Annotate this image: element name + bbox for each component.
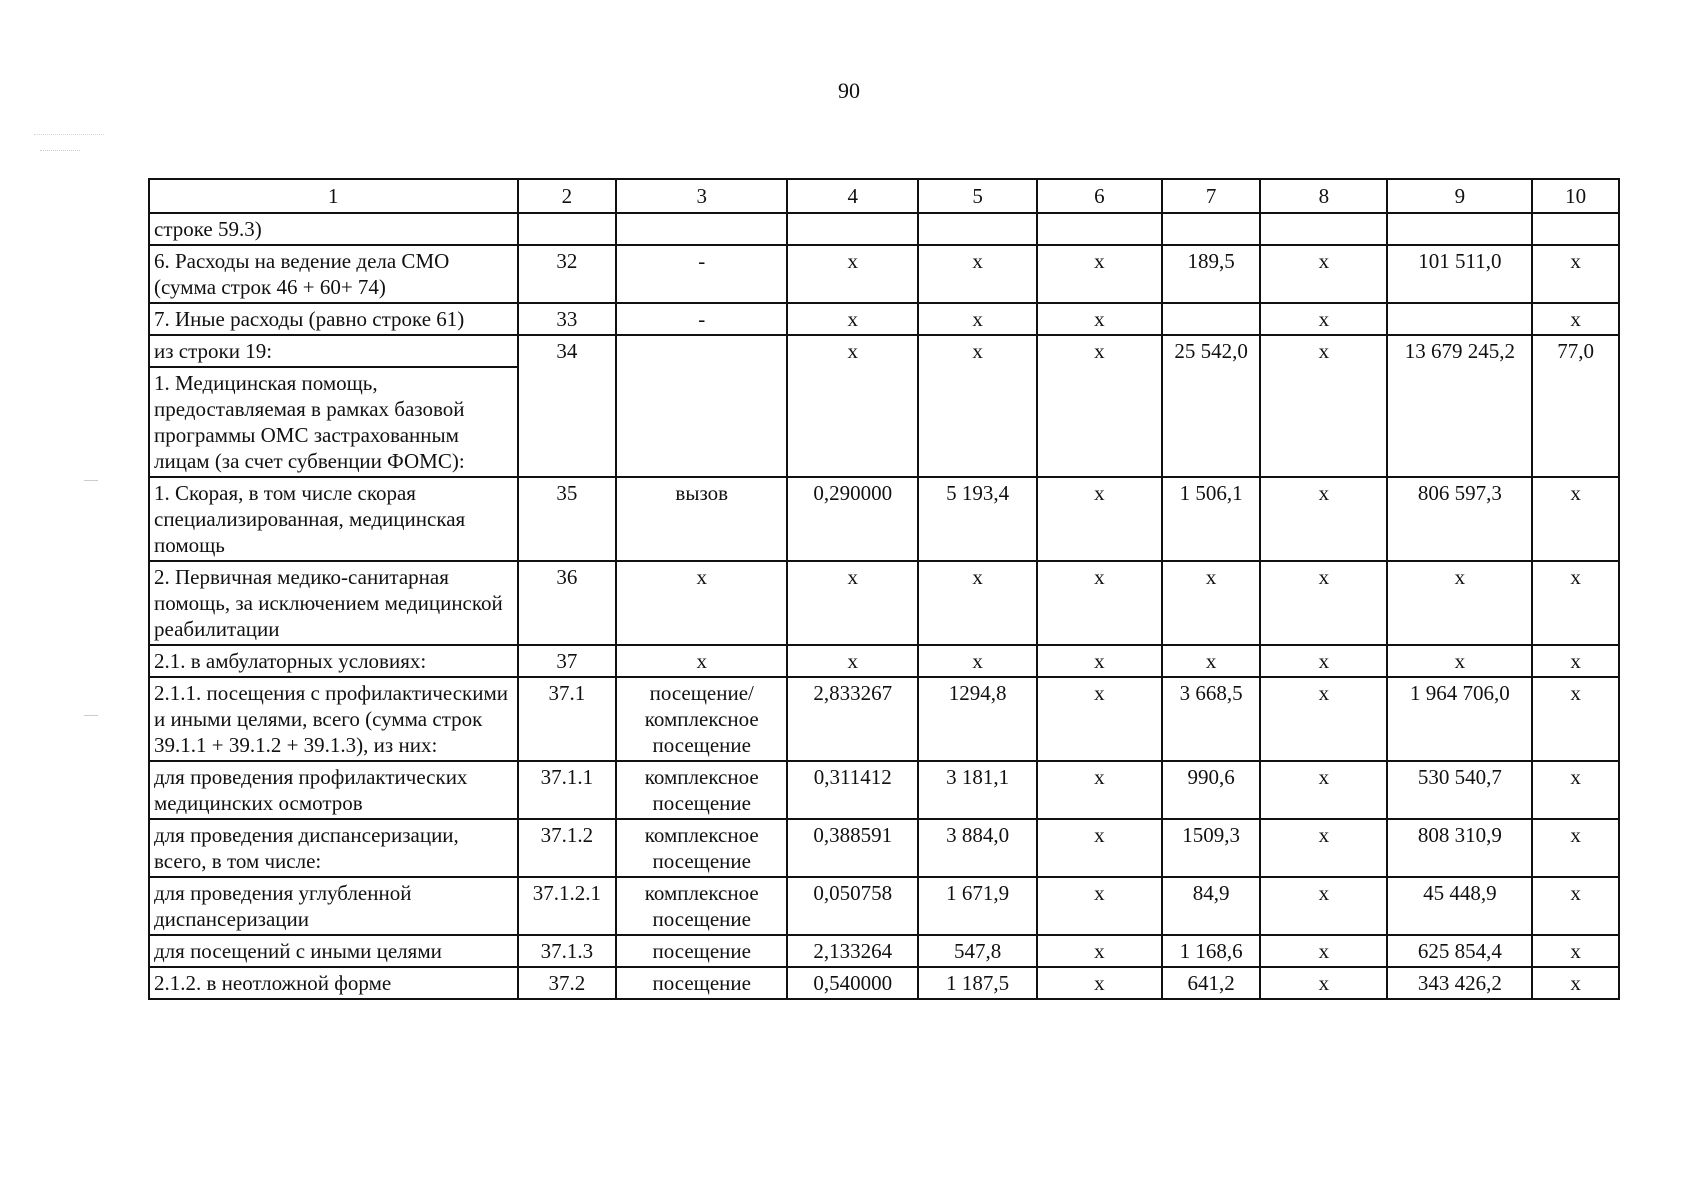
cell: х [787, 561, 918, 645]
cell: х [1037, 935, 1162, 967]
table-row [149, 877, 1619, 935]
row-name: 1. Медицинская помощь, предоставляемая в рамках базовой программы ОМС застрахованным лицам (за счет субвенции ФОМС): [149, 367, 518, 477]
cell: 806 597,3 [1387, 477, 1532, 561]
cell: х [1260, 477, 1387, 561]
cell: 37.1.3 [518, 935, 617, 967]
cell: х [1532, 819, 1619, 877]
page-number: 90 [838, 78, 860, 103]
cell: х [1260, 335, 1387, 477]
cell: х [1037, 645, 1162, 677]
cell: х [1162, 561, 1261, 645]
cell: х [787, 245, 918, 303]
cell: 1509,3 [1162, 819, 1261, 877]
cell: х [1260, 967, 1387, 999]
cell: х [787, 303, 918, 335]
row-name: для проведения диспансеризации, всего, в том числе: [149, 819, 518, 877]
cell: х [1387, 561, 1532, 645]
cell: х [1532, 245, 1619, 303]
header-cell: 4 [787, 179, 918, 213]
cell: 2,833267 [787, 677, 918, 761]
cell: 37.2 [518, 967, 617, 999]
cell: 530 540,7 [1387, 761, 1532, 819]
cell [1387, 213, 1532, 245]
cell: 84,9 [1162, 877, 1261, 935]
cell: х [1260, 561, 1387, 645]
cell: х [918, 245, 1037, 303]
cell: х [787, 645, 918, 677]
cell: посещение [616, 967, 787, 999]
cell [1037, 213, 1162, 245]
cell: х [1532, 877, 1619, 935]
cell: посещение/ комплексное посещение [616, 677, 787, 761]
table-row [149, 761, 1619, 819]
cell [518, 213, 617, 245]
cell: х [1260, 935, 1387, 967]
cell: х [1387, 645, 1532, 677]
cell: х [1532, 677, 1619, 761]
cell: 34 [518, 335, 617, 477]
cell: х [616, 561, 787, 645]
cell: 5 193,4 [918, 477, 1037, 561]
cell: х [1162, 645, 1261, 677]
cell: х [1037, 677, 1162, 761]
cell: 990,6 [1162, 761, 1261, 819]
cell: 0,050758 [787, 877, 918, 935]
cell: 641,2 [1162, 967, 1261, 999]
header-cell: 10 [1532, 179, 1619, 213]
cell: 1 187,5 [918, 967, 1037, 999]
cell: комплексное посещение [616, 877, 787, 935]
row-name: 2.1.2. в неотложной форме [149, 967, 518, 999]
cell: 625 854,4 [1387, 935, 1532, 967]
scan-speck [84, 715, 98, 717]
table-row [149, 213, 1619, 245]
cell: х [1037, 477, 1162, 561]
table-row [149, 645, 1619, 677]
cell: комплексное посещение [616, 819, 787, 877]
cell: - [616, 245, 787, 303]
header-cell: 1 [149, 179, 518, 213]
cell: 77,0 [1532, 335, 1619, 477]
cell: 1 671,9 [918, 877, 1037, 935]
cell: 808 310,9 [1387, 819, 1532, 877]
table-row [149, 819, 1619, 877]
cell: 25 542,0 [1162, 335, 1261, 477]
header-cell: 7 [1162, 179, 1261, 213]
row-name: 2. Первичная медико-санитарная помощь, за исключением медицинской реабилитации [149, 561, 518, 645]
cell: х [1037, 561, 1162, 645]
cell: 547,8 [918, 935, 1037, 967]
cell [1162, 213, 1261, 245]
row-name: из строки 19: [149, 335, 518, 367]
cell [616, 335, 787, 477]
cell [1162, 303, 1261, 335]
scan-speck [40, 150, 80, 152]
cell: посещение [616, 935, 787, 967]
table-row [149, 477, 1619, 561]
cell: х [1532, 561, 1619, 645]
row-name: 1. Скорая, в том числе скорая специализированная, медицинская помощь [149, 477, 518, 561]
cell: х [1037, 761, 1162, 819]
table-row [149, 935, 1619, 967]
cell: 45 448,9 [1387, 877, 1532, 935]
cell: х [1532, 935, 1619, 967]
cell: 37.1 [518, 677, 617, 761]
row-name: для проведения углубленной диспансеризации [149, 877, 518, 935]
cell: вызов [616, 477, 787, 561]
scan-speck [34, 134, 104, 149]
cell: 2,133264 [787, 935, 918, 967]
cell: х [787, 335, 918, 477]
cell: 35 [518, 477, 617, 561]
cell: 0,540000 [787, 967, 918, 999]
cell: 1294,8 [918, 677, 1037, 761]
header-cell: 8 [1260, 179, 1387, 213]
cell [1387, 303, 1532, 335]
cell: х [1037, 335, 1162, 477]
table-row [149, 677, 1619, 761]
row-name: 6. Расходы на ведение дела СМО (сумма строк 46 + 60+ 74) [149, 245, 518, 303]
cell: 3 181,1 [918, 761, 1037, 819]
cell: х [1260, 877, 1387, 935]
cell: комплексное посещение [616, 761, 787, 819]
cell: 3 668,5 [1162, 677, 1261, 761]
cell: х [1532, 645, 1619, 677]
table-row [149, 303, 1619, 335]
cell: 33 [518, 303, 617, 335]
row-name: для посещений с иными целями [149, 935, 518, 967]
cell: х [1260, 303, 1387, 335]
cell: х [1037, 877, 1162, 935]
cell: 32 [518, 245, 617, 303]
cell [787, 213, 918, 245]
header-cell: 9 [1387, 179, 1532, 213]
cell: - [616, 303, 787, 335]
header-cell: 5 [918, 179, 1037, 213]
table-row [149, 561, 1619, 645]
cell: х [1260, 761, 1387, 819]
cell: 189,5 [1162, 245, 1261, 303]
cell: 37.1.2 [518, 819, 617, 877]
cell: 37.1.2.1 [518, 877, 617, 935]
cell [616, 213, 787, 245]
cell: 0,311412 [787, 761, 918, 819]
cell: х [1037, 245, 1162, 303]
cell: х [1037, 819, 1162, 877]
cell: 1 506,1 [1162, 477, 1261, 561]
cell: х [616, 645, 787, 677]
cell: х [918, 303, 1037, 335]
cell: 0,388591 [787, 819, 918, 877]
table-row [149, 335, 1619, 367]
cell: х [1532, 477, 1619, 561]
row-name: 7. Иные расходы (равно строке 61) [149, 303, 518, 335]
cell: х [918, 561, 1037, 645]
row-name: для проведения профилактических медицинских осмотров [149, 761, 518, 819]
cell: х [1260, 645, 1387, 677]
cell: х [1037, 303, 1162, 335]
cell [1532, 213, 1619, 245]
cell: 343 426,2 [1387, 967, 1532, 999]
cell: х [918, 645, 1037, 677]
table-row [149, 967, 1619, 999]
cell: х [1260, 819, 1387, 877]
table-header-row [149, 179, 1619, 213]
data-table [148, 178, 1620, 1000]
cell: 36 [518, 561, 617, 645]
cell: 37.1.1 [518, 761, 617, 819]
cell: х [1260, 677, 1387, 761]
cell: х [1532, 967, 1619, 999]
row-name: 2.1.1. посещения с профилактическими и иными целями, всего (сумма строк 39.1.1 + 39.1.2 + 39.1.3), из них: [149, 677, 518, 761]
header-cell: 3 [616, 179, 787, 213]
scan-speck [84, 480, 98, 482]
cell: 37 [518, 645, 617, 677]
cell: х [1037, 967, 1162, 999]
header-cell: 2 [518, 179, 617, 213]
cell: 13 679 245,2 [1387, 335, 1532, 477]
table-row [149, 245, 1619, 303]
cell: 3 884,0 [918, 819, 1037, 877]
cell: 1 168,6 [1162, 935, 1261, 967]
cell: х [1260, 245, 1387, 303]
row-name: строке 59.3) [149, 213, 518, 245]
cell [918, 213, 1037, 245]
cell: 101 511,0 [1387, 245, 1532, 303]
header-cell: 6 [1037, 179, 1162, 213]
cell [1260, 213, 1387, 245]
cell: 1 964 706,0 [1387, 677, 1532, 761]
cell: х [918, 335, 1037, 477]
cell: х [1532, 761, 1619, 819]
cell: х [1532, 303, 1619, 335]
cell: 0,290000 [787, 477, 918, 561]
row-name: 2.1. в амбулаторных условиях: [149, 645, 518, 677]
